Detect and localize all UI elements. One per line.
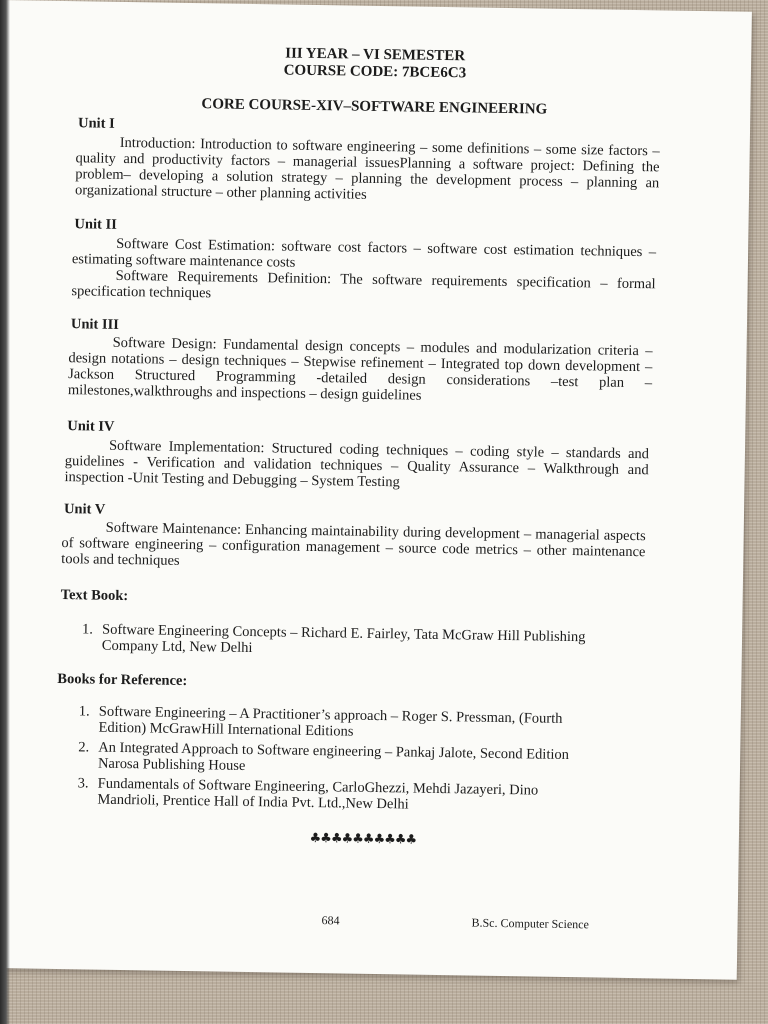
binding-shadow-edge [0, 0, 10, 1024]
list-item-text: An Integrated Approach to Software engineering – Pankaj Jalote, Second Edition Narosa Publishing House [97, 739, 570, 774]
unit-3-title: Unit III [70, 316, 119, 333]
list-item-number: 2. [78, 739, 90, 756]
unit-1-title: Unit I [77, 115, 115, 132]
course-code-heading: COURSE CODE: 7BCE6C3 [283, 62, 467, 82]
unit-5-paragraph: Software Maintenance: Enhancing maintainability during development – managerial aspects of software engineering – configuration management – source code metrics – other maintenance tools and techniques [61, 519, 646, 569]
list-item-text: Software Engineering Concepts – Richard E. Fairley, Tata McGraw Hill Publishing Company Ltd, New Delhi [101, 621, 586, 657]
list-item-number: 1. [81, 621, 94, 638]
reference-item [78, 703, 598, 743]
list-item-number: 3. [77, 775, 89, 792]
text-book-title: Text Book: [60, 587, 129, 605]
references-list [77, 703, 599, 819]
year-semester-heading: III YEAR – VI SEMESTER [285, 45, 466, 65]
footer-program-name: B.Sc. Computer Science [471, 915, 589, 932]
unit-3-paragraph: Software Design: Fundamental design concepts – modules and modularization criteria – design notations – design techniques – Stepwise refinement – Integrated top down development – Jackson Structured Programming -detailed design considerations –test plan – milestones,walkthroughs and inspections – design guidelines [67, 334, 653, 404]
unit-2-paragraph-1: Software Cost Estimation: software cost factors – software cost estimation techniques –estimating software maintenance costs [71, 235, 657, 271]
list-item-text: Software Engineering – A Practitioner’s approach – Roger S. Pressman, (Fourth Edition) McGrawHill International Editions [98, 703, 563, 740]
list-item-number: 1. [78, 703, 90, 720]
course-title-heading: CORE COURSE-XIV–SOFTWARE ENGINEERING [201, 96, 548, 118]
club-ornament-divider: ♣♣♣♣♣♣♣♣♣♣ [309, 830, 417, 848]
unit-2-title: Unit II [74, 216, 117, 233]
references-title: Books for Reference: [57, 670, 188, 690]
reference-item [78, 739, 598, 779]
text-book-list [82, 621, 642, 666]
unit-5-title: Unit V [63, 501, 106, 518]
reference-item [77, 775, 597, 815]
unit-4-title: Unit IV [67, 418, 115, 435]
list-item-text: Fundamentals of Software Engineering, CarloGhezzi, Mehdi Jazayeri, Dino Mandrioli, Prentice Hall of India Pvt. Ltd.,New Delhi [97, 775, 539, 813]
unit-2-paragraph-2: Software Requirements Definition: The software requirements specification – formal specification techniques [71, 267, 656, 302]
text-book-item [82, 621, 642, 662]
unit-4-paragraph: Software Implementation: Structured coding techniques – coding style – standards and guidelines - Verification and validation techniques – Quality Assurance – Walkthrough and inspection -Unit Testing and Debugging – System Testing [64, 437, 650, 491]
unit-1-paragraph: Introduction: Introduction to software engineering – some definitions – some size factors –quality and productivity factors – managerial issuesPlanning a software project: Defining the problem– developing a solution strategy – planning the development process – planning an organizational structure – other planning activities [74, 134, 660, 203]
page-number: 684 [321, 913, 340, 928]
